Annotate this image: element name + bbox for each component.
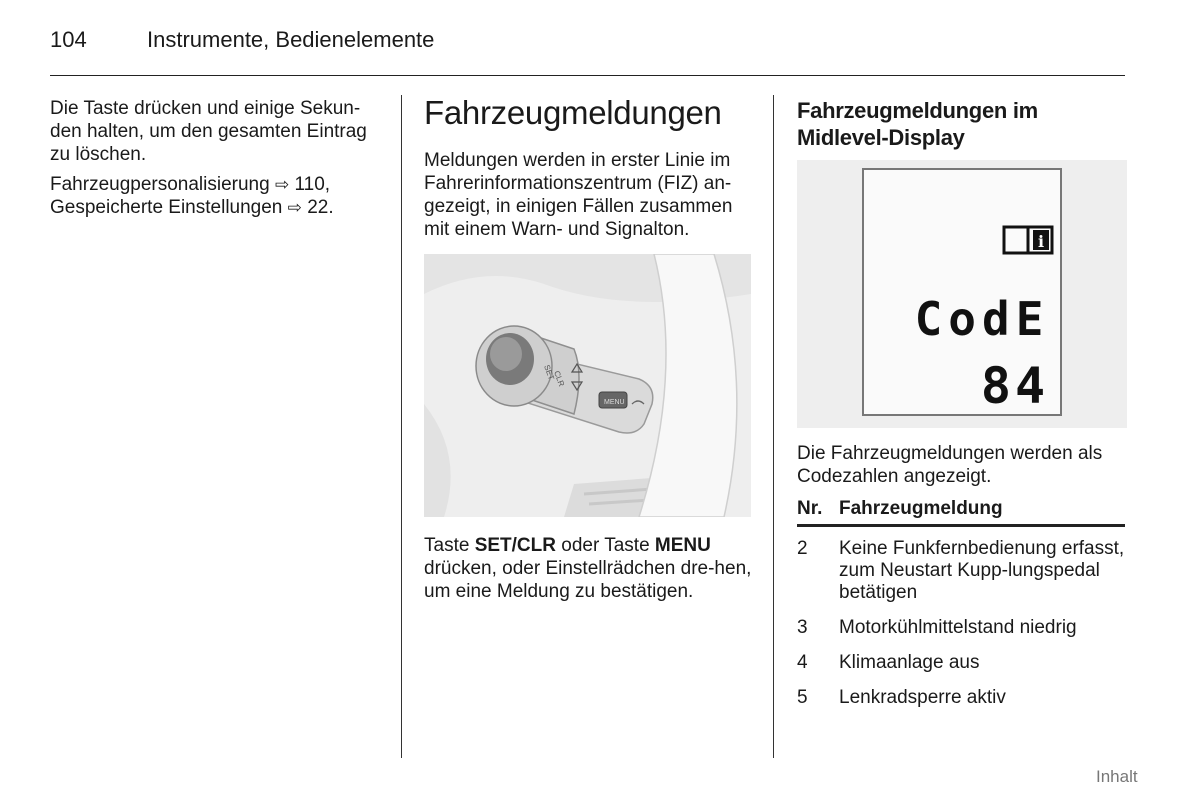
table-row (797, 652, 1125, 674)
display-code-label: CodE (914, 292, 1050, 346)
cross-ref-saved-settings[interactable]: Gespeicherte Einstellungen ⇨ 22. (50, 197, 334, 218)
sub-heading: Fahrzeugmeldungen im Midlevel-Display (797, 98, 1038, 150)
set-label: SET (542, 363, 556, 382)
row-message: Klimaanlage aus (839, 652, 980, 673)
midlevel-display-figure (797, 160, 1127, 428)
section-heading: Fahrzeugmeldungen (424, 94, 722, 131)
row-nr: 5 (797, 687, 808, 708)
page-header-title: Instrumente, Bedienelemente (147, 27, 435, 52)
header-rule (50, 75, 1125, 76)
table-header (797, 498, 1125, 527)
figure-caption: Taste SET/CLR oder Taste MENU drücken, oder Einstellrädchen dre-hen, um eine Meldung zu bestätigen. (424, 535, 752, 602)
intro-paragraph: Meldungen werden in erster Linie im Fahrerinformationszentrum (FIZ) an-gezeigt, in einigen Fällen zusammen mit einem Warn- und Signalton. (424, 150, 733, 240)
turn-signal-stalk-figure (424, 254, 751, 517)
column-divider-1 (401, 95, 402, 758)
menu-label: MENU (604, 399, 625, 406)
cross-references (50, 173, 385, 219)
header-message: Fahrzeugmeldung (839, 498, 1003, 519)
column-2 (424, 93, 754, 241)
page-number: 104 (50, 27, 87, 52)
column-divider-2 (773, 95, 774, 758)
messages-table (797, 498, 1125, 709)
contents-link[interactable]: Inhalt (1096, 767, 1138, 786)
table-row (797, 687, 1125, 709)
svg-text:i: i (1037, 232, 1045, 251)
header-nr: Nr. (797, 498, 823, 519)
display-description: Die Fahrzeugmeldungen werden als Codezahlen angezeigt. (797, 443, 1103, 487)
display-code-value: 84 (980, 357, 1050, 415)
column-3 (797, 97, 1127, 151)
row-message: Lenkradsperre aktiv (839, 687, 1006, 708)
row-nr: 3 (797, 617, 808, 638)
row-nr: 2 (797, 538, 808, 559)
reference-arrow-icon: ⇨ (274, 175, 290, 194)
cross-ref-personalisation[interactable]: Fahrzeugpersonalisierung ⇨ 110, (50, 174, 331, 195)
row-message: Keine Funkfernbedienung erfasst, zum Neustart Kupp-lungspedal betätigen (839, 538, 1125, 603)
row-nr: 4 (797, 652, 808, 673)
clr-label: CLR (552, 369, 567, 388)
column-1 (50, 97, 385, 226)
paragraph-clear-entry: Die Taste drücken und einige Sekun-den halten, um den gesamten Eintrag zu löschen. (50, 98, 367, 165)
row-message: Motorkühlmittelstand niedrig (839, 617, 1077, 638)
table-row (797, 538, 1125, 604)
table-row (797, 617, 1125, 639)
reference-arrow-icon: ⇨ (287, 198, 302, 217)
